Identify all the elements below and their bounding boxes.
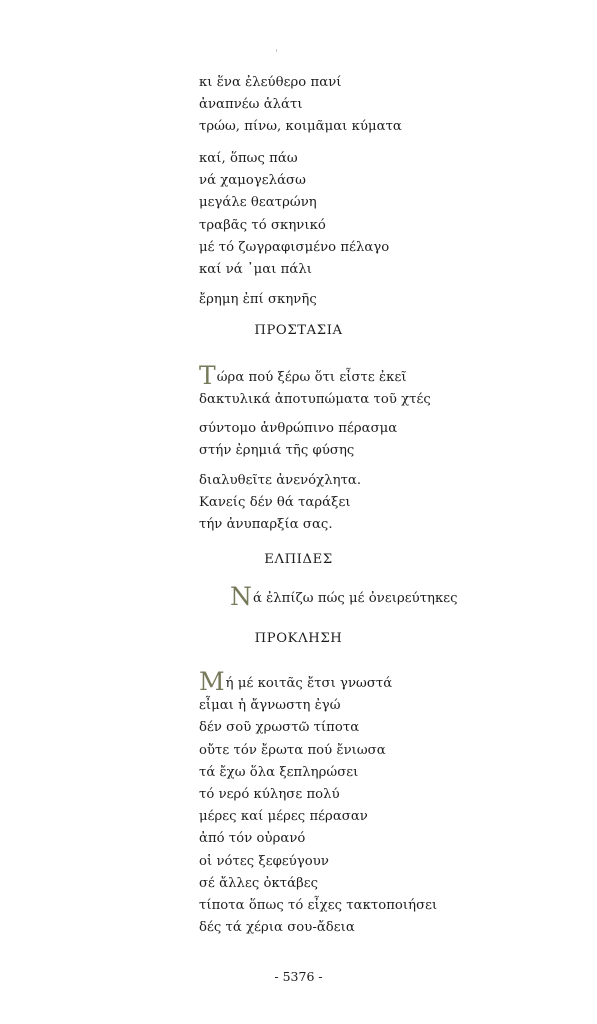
top-mark — [276, 49, 277, 52]
verse-line: τρώω, πίνω, κοιμᾶμαι κύματα — [199, 119, 402, 135]
verse-line: σύντομο ἀνθρώπινο πέρασμα — [199, 421, 398, 436]
verse-line: τά ἔχω ὅλα ξεπληρώσει — [199, 764, 359, 780]
poem-protection-stanza-2 — [199, 418, 559, 462]
verse-line: οὔτε τόν ἔρωτα πού ἔνιωσα — [199, 742, 386, 758]
drop-cap: Μ — [199, 667, 225, 696]
poem-title-hopes: ΕΛΠΙΔΕΣ — [264, 552, 333, 567]
verse-line: καί νά ᾽μαι πάλι — [199, 262, 312, 278]
verse-line: ἔρημη ἐπί σκηνῆς — [199, 292, 317, 307]
verse-line: τραβᾶς τό σκηνικό — [199, 217, 326, 233]
drop-cap: Ν — [230, 582, 252, 611]
verse-line: ἀπό τόν οὐρανό — [199, 831, 306, 847]
verse-text: ή μέ κοιτᾶς ἔτσι γνωστά — [225, 676, 393, 691]
verse-line: ἀναπνέω ἁλάτι — [199, 97, 303, 113]
page-number: - 5376 - — [274, 969, 323, 984]
stanza-1 — [199, 72, 559, 139]
verse-line: τό νερό κύλησε πολύ — [199, 787, 340, 803]
verse-line: μεγάλε θεατρώνη — [199, 195, 317, 211]
verse-line: κι ἕνα ἐλεύθερο πανί — [199, 75, 342, 90]
verse-line: στήν ἐρημιά τῆς φύσης — [199, 443, 355, 459]
verse-line: δέν σοῦ χρωστῶ τίποτα — [199, 720, 360, 736]
verse-line: μέ τό ζωγραφισμένο πέλαγο — [199, 239, 390, 255]
poem-challenge — [199, 669, 559, 939]
verse-line — [230, 584, 590, 610]
verse-line: εἶμαι ἡ ἄγνωστη ἐγώ — [199, 698, 341, 714]
verse-line: καί, ὅπως πάω — [199, 151, 298, 166]
drop-cap: Τ — [199, 361, 216, 390]
verse-line: δακτυλικά ἀποτυπώματα τοῦ χτές — [199, 392, 431, 408]
verse-line: τίποτα ὅπως τό εἶχες τακτοποιήσει — [199, 898, 438, 914]
poem-hopes — [230, 584, 590, 610]
verse-line: οἱ νότες ξεφεύγουν — [199, 853, 329, 869]
verse-line: διαλυθεῖτε ἀνενόχλητα. — [199, 473, 362, 488]
verse-line — [199, 363, 559, 389]
verse-line: μέρες καί μέρες πέρασαν — [199, 809, 368, 825]
verse-line: τήν ἀνυπαρξία σας. — [199, 517, 333, 533]
poem-title-protection: ΠΡΟΣΤΑΣΙΑ — [254, 323, 343, 338]
poem-protection — [199, 363, 559, 411]
verse-line — [199, 669, 559, 695]
verse-line: δές τά χέρια σου-ἄδεια — [199, 920, 355, 936]
verse-text: ά ἐλπίζω πώς μέ ὀνειρεύτηκες — [252, 591, 458, 606]
verse-line: νά χαμογελάσω — [199, 173, 306, 189]
stanza-3 — [199, 289, 559, 311]
stanza-2 — [199, 148, 559, 281]
poem-protection-stanza-3 — [199, 470, 559, 537]
poem-title-challenge: ΠΡΟΚΛΗΣΗ — [254, 631, 343, 646]
verse-line: σέ ἄλλες ὀκτάβες — [199, 875, 319, 891]
verse-line: Κανείς δέν θά ταράξει — [199, 495, 351, 511]
verse-text: ώρα πού ξέρω ὅτι εἶστε ἐκεῖ — [216, 370, 407, 385]
